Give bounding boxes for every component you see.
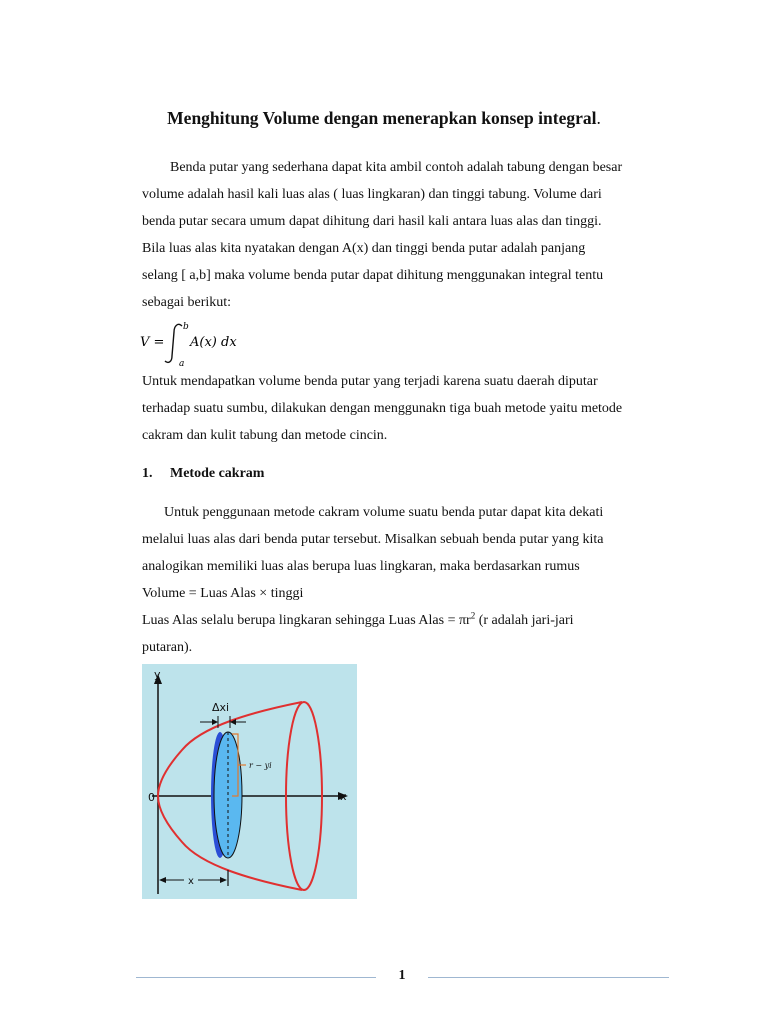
formula-lower-limit: a xyxy=(179,359,185,368)
radius-label: r − yi xyxy=(249,761,272,770)
text-line: Untuk penggunaan metode cakram volume suatu benda putar dapat kita dekati xyxy=(164,505,604,520)
text-line: melalui luas alas dari benda putar tersebut. Misalkan sebuah benda putar yang kita xyxy=(142,532,604,547)
text-line: terhadap suatu sumbu, dilakukan dengan menggunakn tiga buah metode yaitu metode xyxy=(142,401,623,416)
footer-rule-right xyxy=(428,977,669,978)
footer-rule-left xyxy=(136,977,376,978)
delta-xi-label: Δxi xyxy=(212,701,230,714)
x-dist-label: x xyxy=(188,876,194,887)
text-line: cakram dan kulit tabung dan metode cincin. xyxy=(142,428,388,443)
text-line: benda putar secara umum dapat dihitung dari hasil kali antara luas alas dan tinggi. xyxy=(142,214,602,229)
y-axis-label: y xyxy=(154,668,161,681)
origin-label: 0 xyxy=(148,791,155,804)
page-title: Menghitung Volume dengan menerapkan konsep integral. xyxy=(167,108,601,128)
formula-integrand: A(x) dx xyxy=(190,335,237,350)
text-line: Bila luas alas kita nyatakan dengan A(x) dan tinggi benda putar adalah panjang xyxy=(142,241,586,256)
disk-method-figure xyxy=(142,664,357,899)
superscript-two: 2 xyxy=(470,610,476,621)
text-line: putaran). xyxy=(142,640,193,655)
intro-paragraph xyxy=(142,154,662,316)
formula-upper-limit: b xyxy=(183,322,189,332)
text-line: analogikan memiliki luas alas berupa luas lingkaran, maka berdasarkan rumus xyxy=(142,559,580,574)
text-line: Luas Alas selalu berupa lingkaran sehingga Luas Alas = πr xyxy=(142,613,471,628)
text-line: selang [ a,b] maka volume benda putar dapat dihitung menggunakan integral tentu xyxy=(142,268,604,283)
methods-paragraph xyxy=(142,368,662,449)
text-line: volume adalah hasil kali luas alas ( luas lingkaran) dan tinggi tabung. Volume dari xyxy=(142,187,602,202)
disk-method-paragraph xyxy=(142,499,662,661)
volume-integral-formula xyxy=(140,320,280,368)
section-heading-metode-cakram: 1. Metode cakram xyxy=(142,466,265,481)
x-axis-label: x xyxy=(340,790,347,803)
page-number: 1 xyxy=(398,968,406,983)
text-line: Volume = Luas Alas × tinggi xyxy=(142,586,304,601)
figure-background xyxy=(142,664,357,899)
text-line: (r adalah jari-jari xyxy=(475,613,574,628)
formula-lhs: V = xyxy=(140,335,165,350)
text-line: sebagai berikut: xyxy=(142,295,232,310)
text-line: Untuk mendapatkan volume benda putar yang terjadi karena suatu daerah diputar xyxy=(142,374,598,389)
text-line: Benda putar yang sederhana dapat kita ambil contoh adalah tabung dengan besar xyxy=(170,160,623,175)
integral-sign xyxy=(165,324,182,362)
